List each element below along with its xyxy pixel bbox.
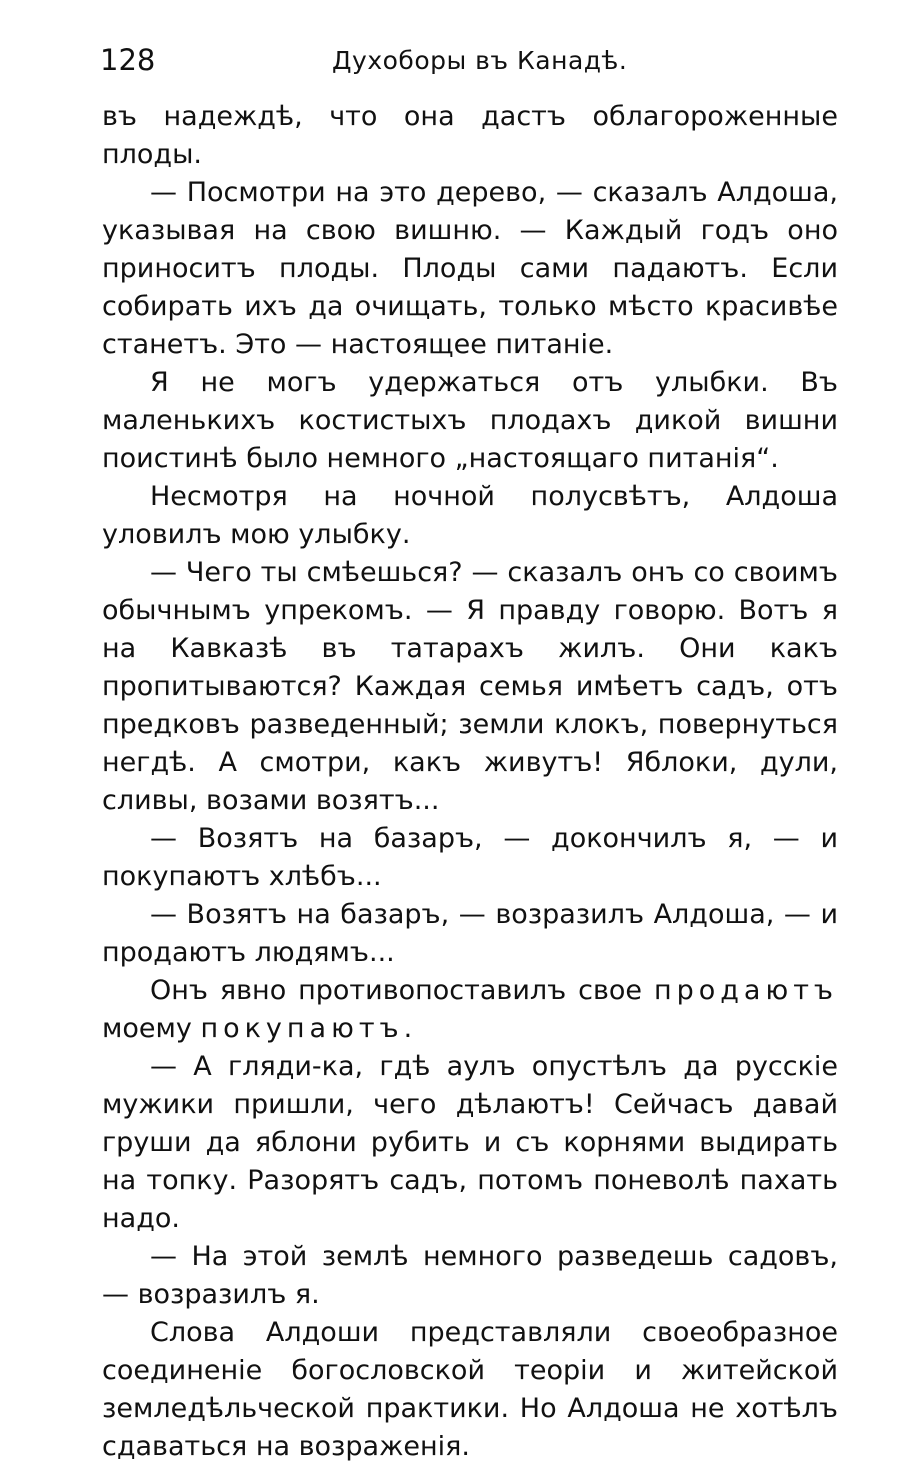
- emphasized-word: покупаютъ: [200, 1013, 404, 1044]
- paragraph: — Чего ты смѣешься? — сказалъ онъ со своимъ обычнымъ упрекомъ. — Я правду говорю. Вотъ я на Кавказѣ въ татарахъ жилъ. Они какъ пропитываются? Каждая семья имѣетъ садъ, отъ предковъ разведенный; земли клокъ, повернуться негдѣ. А смотри, какъ живутъ! Яблоки, дули, сливы, возами возятъ...: [102, 557, 838, 816]
- paragraph: — Посмотри на это дерево, — сказалъ Алдоша, указывая на свою вишню. — Каждый годъ оно приноситъ плоды. Плоды сами падаютъ. Если собирать ихъ да очищать, только мѣсто красивѣе станетъ. Это — настоящее питаніе.: [102, 177, 838, 360]
- paragraph: Несмотря на ночной полусвѣтъ, Алдоша уловилъ мою улыбку.: [102, 481, 838, 550]
- page-header: [100, 40, 840, 86]
- paragraph-emphasis: [102, 972, 838, 1048]
- paragraph: Я не могъ удержаться отъ улыбки. Въ маленькихъ костистыхъ плодахъ дикой вишни поистинѣ было немного „настоящаго питанія“.: [102, 367, 838, 474]
- emphasized-word: продаютъ: [653, 975, 838, 1006]
- paragraph: — На этой землѣ немного разведешь садовъ, — возразилъ я.: [102, 1241, 838, 1310]
- paragraph: — Возятъ на базаръ, — возразилъ Алдоша, — и продаютъ людямъ...: [102, 899, 838, 968]
- paragraph-text: моему: [102, 1013, 201, 1044]
- paragraph: — А гляди-ка, гдѣ аулъ опустѣлъ да русскіе мужики пришли, чего дѣлаютъ! Сейчасъ давай груши да яблони рубить и съ корнями выдирать на топку. Разорятъ садъ, потомъ поневолѣ пахать надо.: [102, 1051, 838, 1234]
- running-title: Духоборы въ Канадѣ.: [332, 46, 628, 75]
- page-number: 128: [100, 43, 156, 77]
- paragraph-text: .: [403, 1013, 413, 1044]
- paragraph: въ надеждѣ, что она дастъ облагороженные плоды.: [102, 101, 838, 170]
- paragraph: — Возятъ на базаръ, — докончилъ я, — и покупаютъ хлѣбъ...: [102, 823, 838, 892]
- paragraph-text: Онъ явно противопоставилъ свое: [150, 975, 654, 1006]
- body-text: [102, 98, 838, 1466]
- paragraph: Слова Алдоши представляли своеобразное соединеніе богословской теоріи и житейской земледѣльческой практики. Но Алдоша не хотѣлъ сдаваться на возраженія.: [102, 1317, 838, 1462]
